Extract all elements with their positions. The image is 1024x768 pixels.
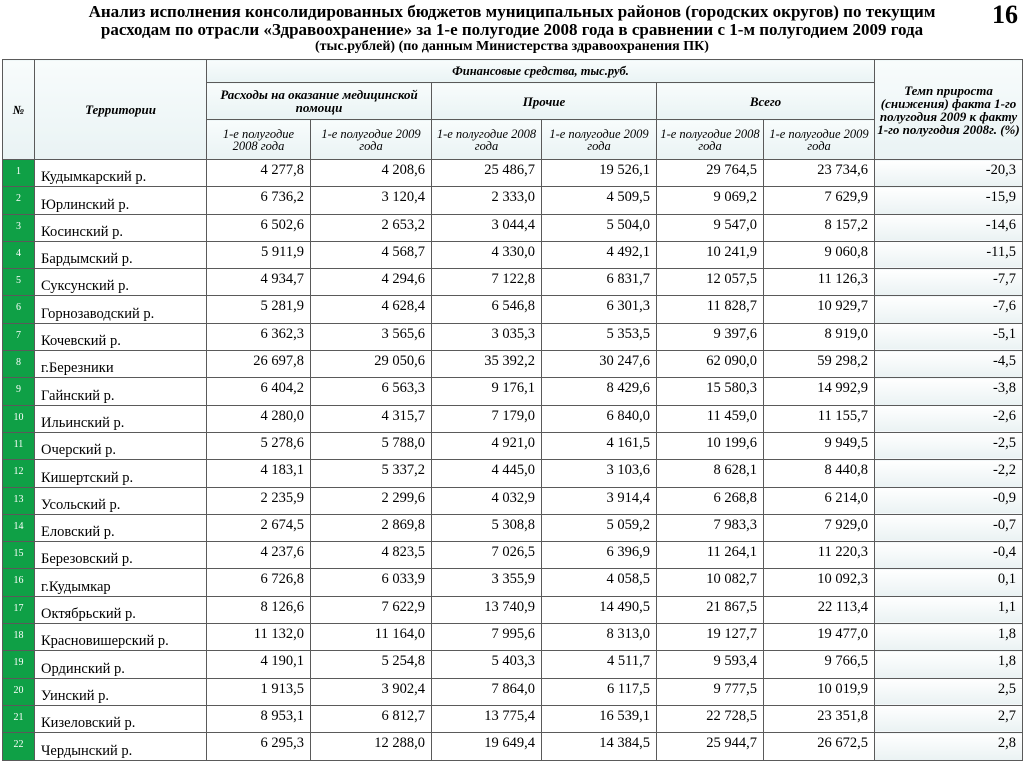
page-number: 16 bbox=[992, 0, 1018, 29]
medical-2008: 11 132,0 bbox=[207, 624, 311, 651]
total-2008: 22 728,5 bbox=[657, 705, 764, 732]
medical-2009: 12 288,0 bbox=[311, 733, 432, 760]
row-number: 19 bbox=[3, 651, 35, 678]
medical-2009: 7 622,9 bbox=[311, 596, 432, 623]
total-2008: 12 057,5 bbox=[657, 269, 764, 296]
other-2009: 14 384,5 bbox=[542, 733, 657, 760]
row-number: 3 bbox=[3, 214, 35, 241]
other-2009: 6 831,7 bbox=[542, 269, 657, 296]
growth-percent: -0,4 bbox=[875, 542, 1023, 569]
other-2008: 4 032,9 bbox=[432, 487, 542, 514]
row-number: 9 bbox=[3, 378, 35, 405]
table-row bbox=[3, 432, 1023, 459]
medical-2008: 4 183,1 bbox=[207, 460, 311, 487]
total-2008: 21 867,5 bbox=[657, 596, 764, 623]
row-number: 18 bbox=[3, 624, 35, 651]
growth-percent: 2,7 bbox=[875, 705, 1023, 732]
title-line-2: расходам по отрасли «Здравоохранение» за 1-е полугодие 2008 года в сравнении с 1-м полугодием 2009 года bbox=[100, 20, 924, 39]
row-number: 5 bbox=[3, 269, 35, 296]
territory-name: Кишертский р. bbox=[35, 460, 207, 487]
table-row bbox=[3, 405, 1023, 432]
medical-2008: 5 911,9 bbox=[207, 241, 311, 268]
growth-percent: -15,9 bbox=[875, 187, 1023, 214]
medical-2008: 6 726,8 bbox=[207, 569, 311, 596]
row-number: 20 bbox=[3, 678, 35, 705]
table-row bbox=[3, 542, 1023, 569]
total-2008: 15 580,3 bbox=[657, 378, 764, 405]
other-2009: 3 103,6 bbox=[542, 460, 657, 487]
other-2008: 3 355,9 bbox=[432, 569, 542, 596]
territory-name: Октябрьский р. bbox=[35, 596, 207, 623]
medical-2009: 6 812,7 bbox=[311, 705, 432, 732]
col-header-medical-2008: 1-е полугодие 2008 года bbox=[207, 120, 311, 160]
table-row bbox=[3, 733, 1023, 760]
total-2008: 9 069,2 bbox=[657, 187, 764, 214]
medical-2008: 8 953,1 bbox=[207, 705, 311, 732]
medical-2009: 4 823,5 bbox=[311, 542, 432, 569]
territory-name: Березовский р. bbox=[35, 542, 207, 569]
total-2008: 62 090,0 bbox=[657, 351, 764, 378]
total-2008: 6 268,8 bbox=[657, 487, 764, 514]
total-2008: 9 397,6 bbox=[657, 323, 764, 350]
other-2008: 2 333,0 bbox=[432, 187, 542, 214]
page-title bbox=[0, 0, 1024, 54]
table-row bbox=[3, 214, 1023, 241]
medical-2008: 6 736,2 bbox=[207, 187, 311, 214]
total-2009: 9 060,8 bbox=[764, 241, 875, 268]
total-2008: 9 547,0 bbox=[657, 214, 764, 241]
territory-name: Уинский р. bbox=[35, 678, 207, 705]
growth-percent: -20,3 bbox=[875, 160, 1023, 187]
table-row bbox=[3, 460, 1023, 487]
growth-percent: 1,8 bbox=[875, 624, 1023, 651]
medical-2009: 6 563,3 bbox=[311, 378, 432, 405]
medical-2009: 4 628,4 bbox=[311, 296, 432, 323]
territory-name: г.Кудымкар bbox=[35, 569, 207, 596]
medical-2009: 29 050,6 bbox=[311, 351, 432, 378]
total-2009: 23 351,8 bbox=[764, 705, 875, 732]
total-2009: 11 220,3 bbox=[764, 542, 875, 569]
territory-name: Горнозаводский р. bbox=[35, 296, 207, 323]
growth-percent: -2,2 bbox=[875, 460, 1023, 487]
other-2009: 4 058,5 bbox=[542, 569, 657, 596]
other-2008: 7 026,5 bbox=[432, 542, 542, 569]
other-2009: 4 161,5 bbox=[542, 432, 657, 459]
other-2008: 4 330,0 bbox=[432, 241, 542, 268]
growth-percent: 2,5 bbox=[875, 678, 1023, 705]
col-header-total-2008: 1-е полугодие 2008 года bbox=[657, 120, 764, 160]
total-2009: 11 155,7 bbox=[764, 405, 875, 432]
other-2008: 3 044,4 bbox=[432, 214, 542, 241]
territory-name: Еловский р. bbox=[35, 514, 207, 541]
total-2008: 10 241,9 bbox=[657, 241, 764, 268]
medical-2009: 3 565,6 bbox=[311, 323, 432, 350]
table-row bbox=[3, 187, 1023, 214]
row-number: 8 bbox=[3, 351, 35, 378]
territory-name: Косинский р. bbox=[35, 214, 207, 241]
total-2008: 29 764,5 bbox=[657, 160, 764, 187]
other-2009: 8 313,0 bbox=[542, 624, 657, 651]
title-line-1: Анализ исполнения консолидированных бюджетов муниципальных районов (городских округов) по текущим bbox=[88, 2, 936, 21]
growth-percent: 0,1 bbox=[875, 569, 1023, 596]
growth-percent: -2,6 bbox=[875, 405, 1023, 432]
other-2009: 5 059,2 bbox=[542, 514, 657, 541]
medical-2008: 6 295,3 bbox=[207, 733, 311, 760]
medical-2009: 5 788,0 bbox=[311, 432, 432, 459]
other-2009: 6 840,0 bbox=[542, 405, 657, 432]
total-2008: 9 777,5 bbox=[657, 678, 764, 705]
medical-2008: 1 913,5 bbox=[207, 678, 311, 705]
territory-name: Юрлинский р. bbox=[35, 187, 207, 214]
table-row bbox=[3, 678, 1023, 705]
other-2009: 6 301,3 bbox=[542, 296, 657, 323]
other-2009: 8 429,6 bbox=[542, 378, 657, 405]
total-2009: 9 766,5 bbox=[764, 651, 875, 678]
total-2009: 10 092,3 bbox=[764, 569, 875, 596]
total-2009: 23 734,6 bbox=[764, 160, 875, 187]
medical-2008: 8 126,6 bbox=[207, 596, 311, 623]
growth-percent: -5,1 bbox=[875, 323, 1023, 350]
total-2008: 11 459,0 bbox=[657, 405, 764, 432]
growth-percent: 1,8 bbox=[875, 651, 1023, 678]
table-row bbox=[3, 296, 1023, 323]
territory-name: Чердынский р. bbox=[35, 733, 207, 760]
row-number: 13 bbox=[3, 487, 35, 514]
territory-name: Бардымский р. bbox=[35, 241, 207, 268]
total-2009: 8 919,0 bbox=[764, 323, 875, 350]
medical-2008: 26 697,8 bbox=[207, 351, 311, 378]
medical-2009: 3 902,4 bbox=[311, 678, 432, 705]
total-2008: 19 127,7 bbox=[657, 624, 764, 651]
row-number: 21 bbox=[3, 705, 35, 732]
row-number: 6 bbox=[3, 296, 35, 323]
other-2009: 5 504,0 bbox=[542, 214, 657, 241]
total-2009: 14 992,9 bbox=[764, 378, 875, 405]
total-2008: 10 199,6 bbox=[657, 432, 764, 459]
other-2008: 7 122,8 bbox=[432, 269, 542, 296]
col-header-medical: Расходы на оказание медицинской помощи bbox=[207, 83, 432, 120]
row-number: 22 bbox=[3, 733, 35, 760]
other-2008: 3 035,3 bbox=[432, 323, 542, 350]
total-2008: 10 082,7 bbox=[657, 569, 764, 596]
col-header-total: Всего bbox=[657, 83, 875, 120]
table-row bbox=[3, 378, 1023, 405]
growth-percent: -11,5 bbox=[875, 241, 1023, 268]
medical-2009: 11 164,0 bbox=[311, 624, 432, 651]
table-row bbox=[3, 160, 1023, 187]
medical-2008: 2 235,9 bbox=[207, 487, 311, 514]
total-2009: 8 440,8 bbox=[764, 460, 875, 487]
table-header bbox=[3, 60, 1023, 160]
total-2009: 22 113,4 bbox=[764, 596, 875, 623]
medical-2008: 2 674,5 bbox=[207, 514, 311, 541]
other-2009: 5 353,5 bbox=[542, 323, 657, 350]
territory-name: Усольский р. bbox=[35, 487, 207, 514]
territory-name: Красновишерский р. bbox=[35, 624, 207, 651]
medical-2009: 2 869,8 bbox=[311, 514, 432, 541]
medical-2008: 5 281,9 bbox=[207, 296, 311, 323]
medical-2008: 4 934,7 bbox=[207, 269, 311, 296]
medical-2008: 5 278,6 bbox=[207, 432, 311, 459]
table-row bbox=[3, 569, 1023, 596]
other-2009: 4 511,7 bbox=[542, 651, 657, 678]
other-2008: 13 775,4 bbox=[432, 705, 542, 732]
table-row bbox=[3, 487, 1023, 514]
growth-percent: -2,5 bbox=[875, 432, 1023, 459]
table-row bbox=[3, 241, 1023, 268]
col-header-other: Прочие bbox=[432, 83, 657, 120]
other-2009: 16 539,1 bbox=[542, 705, 657, 732]
col-header-other-2008: 1-е полугодие 2008 года bbox=[432, 120, 542, 160]
territory-name: Суксунский р. bbox=[35, 269, 207, 296]
col-header-territory: Территории bbox=[35, 60, 207, 160]
other-2008: 6 546,8 bbox=[432, 296, 542, 323]
total-2008: 11 264,1 bbox=[657, 542, 764, 569]
medical-2009: 4 208,6 bbox=[311, 160, 432, 187]
other-2009: 6 396,9 bbox=[542, 542, 657, 569]
total-2008: 25 944,7 bbox=[657, 733, 764, 760]
col-header-medical-2009: 1-е полугодие 2009 года bbox=[311, 120, 432, 160]
total-2009: 59 298,2 bbox=[764, 351, 875, 378]
territory-name: Кизеловский р. bbox=[35, 705, 207, 732]
total-2009: 19 477,0 bbox=[764, 624, 875, 651]
total-2008: 11 828,7 bbox=[657, 296, 764, 323]
other-2009: 4 492,1 bbox=[542, 241, 657, 268]
growth-percent: -7,7 bbox=[875, 269, 1023, 296]
total-2008: 8 628,1 bbox=[657, 460, 764, 487]
total-2009: 7 629,9 bbox=[764, 187, 875, 214]
row-number: 7 bbox=[3, 323, 35, 350]
growth-percent: -0,9 bbox=[875, 487, 1023, 514]
other-2008: 7 179,0 bbox=[432, 405, 542, 432]
territory-name: Ильинский р. bbox=[35, 405, 207, 432]
table-body bbox=[3, 160, 1023, 761]
row-number: 4 bbox=[3, 241, 35, 268]
medical-2008: 6 362,3 bbox=[207, 323, 311, 350]
growth-percent: -3,8 bbox=[875, 378, 1023, 405]
other-2009: 14 490,5 bbox=[542, 596, 657, 623]
medical-2008: 6 502,6 bbox=[207, 214, 311, 241]
table-row bbox=[3, 705, 1023, 732]
medical-2009: 2 653,2 bbox=[311, 214, 432, 241]
medical-2009: 2 299,6 bbox=[311, 487, 432, 514]
medical-2008: 4 277,8 bbox=[207, 160, 311, 187]
medical-2008: 4 237,6 bbox=[207, 542, 311, 569]
row-number: 12 bbox=[3, 460, 35, 487]
medical-2009: 4 568,7 bbox=[311, 241, 432, 268]
col-header-growth: Темп прироста (снижения) факта 1-го полугодия 2009 к факту 1-го полугодия 2008г. (%) bbox=[875, 60, 1023, 160]
growth-percent: -14,6 bbox=[875, 214, 1023, 241]
total-2009: 11 126,3 bbox=[764, 269, 875, 296]
territory-name: Очерский р. bbox=[35, 432, 207, 459]
total-2009: 8 157,2 bbox=[764, 214, 875, 241]
growth-percent: 1,1 bbox=[875, 596, 1023, 623]
medical-2009: 5 254,8 bbox=[311, 651, 432, 678]
other-2008: 9 176,1 bbox=[432, 378, 542, 405]
table-row bbox=[3, 351, 1023, 378]
table-row bbox=[3, 514, 1023, 541]
other-2009: 6 117,5 bbox=[542, 678, 657, 705]
other-2009: 3 914,4 bbox=[542, 487, 657, 514]
row-number: 2 bbox=[3, 187, 35, 214]
row-number: 14 bbox=[3, 514, 35, 541]
territory-name: Кудымкарский р. bbox=[35, 160, 207, 187]
table-row bbox=[3, 323, 1023, 350]
medical-2009: 4 315,7 bbox=[311, 405, 432, 432]
other-2008: 7 864,0 bbox=[432, 678, 542, 705]
budget-table bbox=[2, 59, 1023, 761]
total-2008: 9 593,4 bbox=[657, 651, 764, 678]
total-2008: 7 983,3 bbox=[657, 514, 764, 541]
total-2009: 6 214,0 bbox=[764, 487, 875, 514]
territory-name: Кочевский р. bbox=[35, 323, 207, 350]
col-header-total-2009: 1-е полугодие 2009 года bbox=[764, 120, 875, 160]
medical-2008: 6 404,2 bbox=[207, 378, 311, 405]
other-2009: 30 247,6 bbox=[542, 351, 657, 378]
other-2008: 4 445,0 bbox=[432, 460, 542, 487]
other-2008: 4 921,0 bbox=[432, 432, 542, 459]
other-2009: 19 526,1 bbox=[542, 160, 657, 187]
table-row bbox=[3, 596, 1023, 623]
total-2009: 10 019,9 bbox=[764, 678, 875, 705]
other-2009: 4 509,5 bbox=[542, 187, 657, 214]
growth-percent: 2,8 bbox=[875, 733, 1023, 760]
other-2008: 19 649,4 bbox=[432, 733, 542, 760]
table-row bbox=[3, 624, 1023, 651]
title-line-3: (тыс.рублей) (по данным Министерства здравоохранения ПК) bbox=[315, 39, 709, 54]
territory-name: г.Березники bbox=[35, 351, 207, 378]
total-2009: 26 672,5 bbox=[764, 733, 875, 760]
row-number: 17 bbox=[3, 596, 35, 623]
territory-name: Ординский р. bbox=[35, 651, 207, 678]
other-2008: 35 392,2 bbox=[432, 351, 542, 378]
total-2009: 7 929,0 bbox=[764, 514, 875, 541]
growth-percent: -7,6 bbox=[875, 296, 1023, 323]
territory-name: Гайнский р. bbox=[35, 378, 207, 405]
medical-2009: 4 294,6 bbox=[311, 269, 432, 296]
total-2009: 10 929,7 bbox=[764, 296, 875, 323]
medical-2009: 5 337,2 bbox=[311, 460, 432, 487]
table-row bbox=[3, 651, 1023, 678]
other-2008: 25 486,7 bbox=[432, 160, 542, 187]
other-2008: 5 308,8 bbox=[432, 514, 542, 541]
other-2008: 13 740,9 bbox=[432, 596, 542, 623]
medical-2009: 6 033,9 bbox=[311, 569, 432, 596]
other-2008: 5 403,3 bbox=[432, 651, 542, 678]
col-header-other-2009: 1-е полугодие 2009 года bbox=[542, 120, 657, 160]
medical-2009: 3 120,4 bbox=[311, 187, 432, 214]
table-row bbox=[3, 269, 1023, 296]
row-number: 1 bbox=[3, 160, 35, 187]
row-number: 10 bbox=[3, 405, 35, 432]
medical-2008: 4 280,0 bbox=[207, 405, 311, 432]
row-number: 11 bbox=[3, 432, 35, 459]
col-header-num: № bbox=[3, 60, 35, 160]
col-header-finance: Финансовые средства, тыс.руб. bbox=[207, 60, 875, 83]
row-number: 15 bbox=[3, 542, 35, 569]
growth-percent: -0,7 bbox=[875, 514, 1023, 541]
total-2009: 9 949,5 bbox=[764, 432, 875, 459]
growth-percent: -4,5 bbox=[875, 351, 1023, 378]
other-2008: 7 995,6 bbox=[432, 624, 542, 651]
row-number: 16 bbox=[3, 569, 35, 596]
medical-2008: 4 190,1 bbox=[207, 651, 311, 678]
